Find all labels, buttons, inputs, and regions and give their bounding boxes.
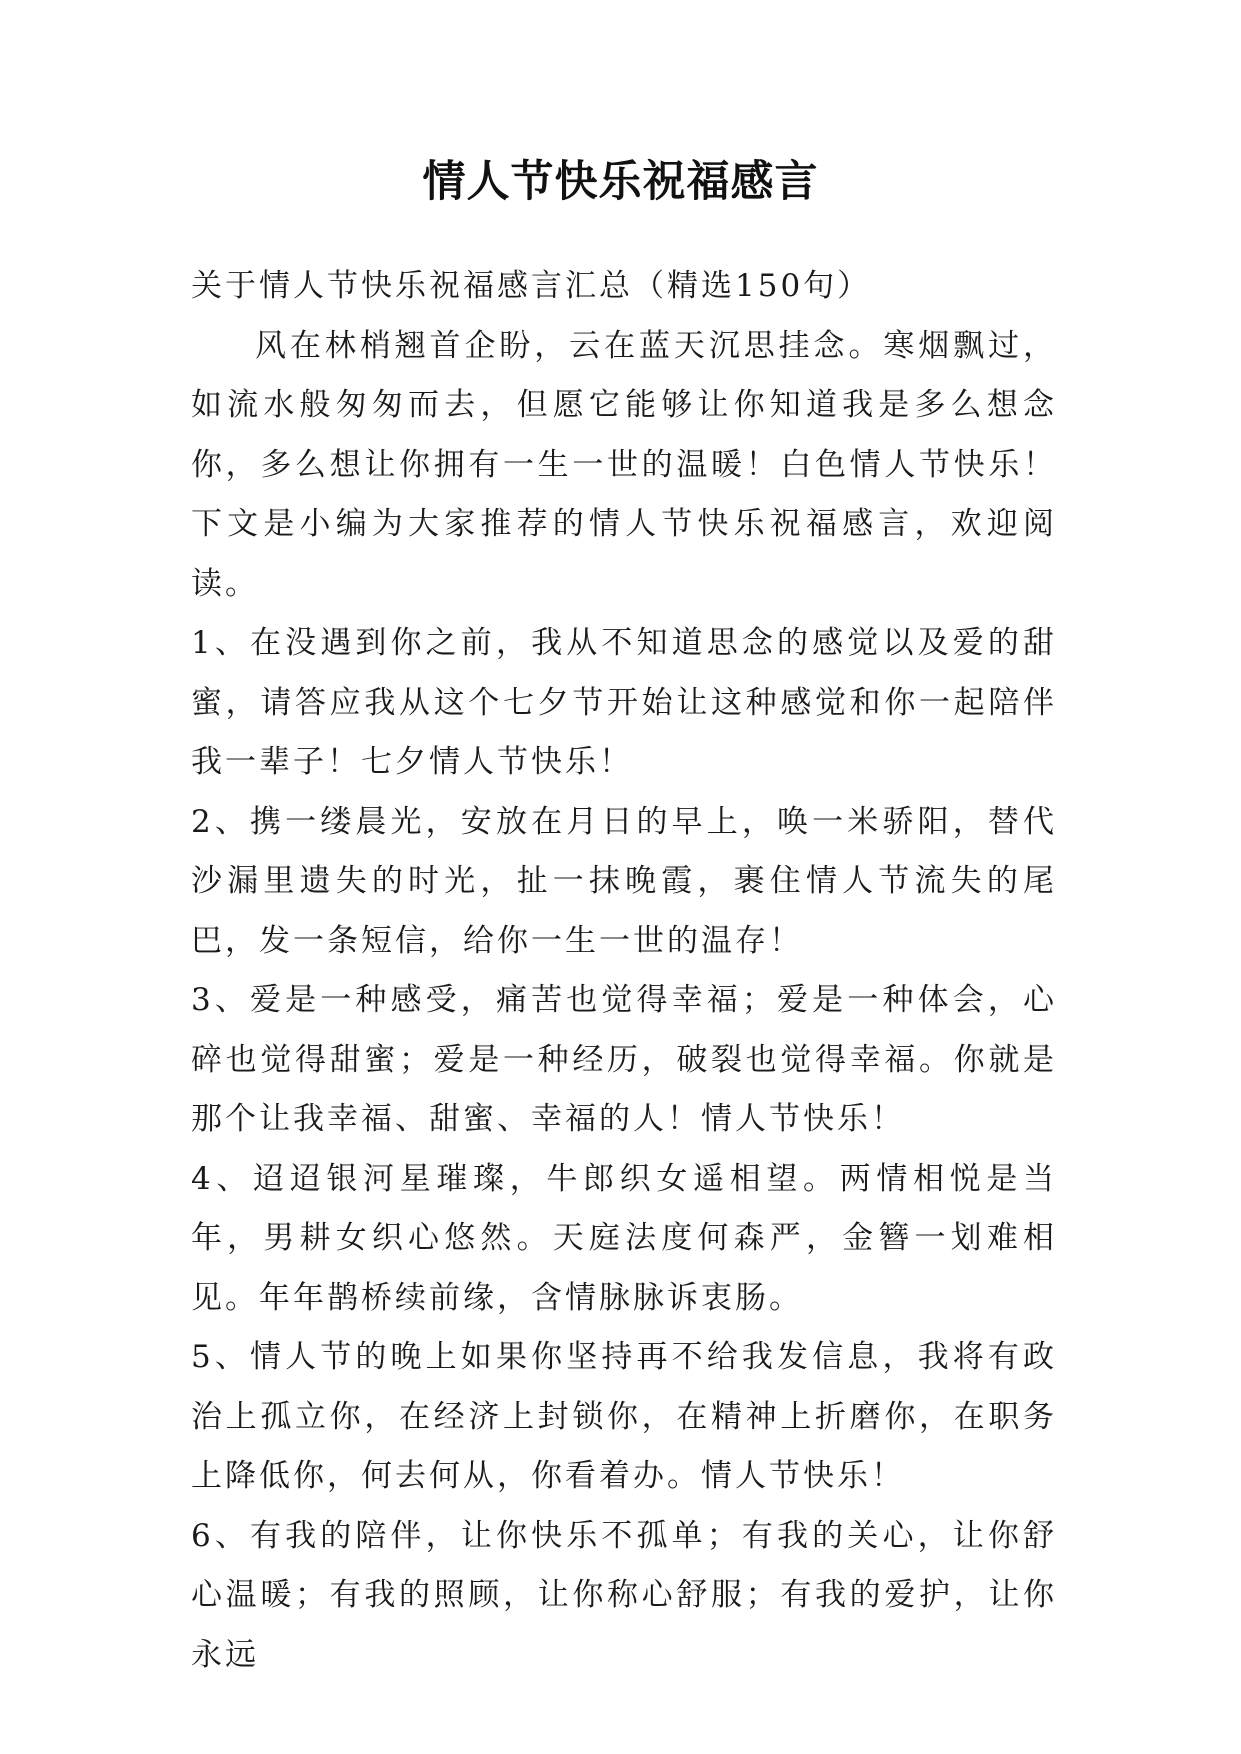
wish-item-3: 3、爱是一种感受，痛苦也觉得幸福；爱是一种体会，心碎也觉得甜蜜；爱是一种经历，破裂也觉得幸福。你就是那个让我幸福、甜蜜、幸福的人！情人节快乐！ (191, 982, 1057, 1137)
intro-heading: 关于情人节快乐祝福感言汇总（精选150句） (191, 268, 872, 304)
document-body (191, 257, 1057, 1685)
wish-item-1: 1、在没遇到你之前，我从不知道思念的感觉以及爱的甜蜜，请答应我从这个七夕节开始让这种感觉和你一起陪伴我一辈子！七夕情人节快乐！ (191, 625, 1057, 780)
wish-item-2: 2、携一缕晨光，安放在月日的早上，唤一米骄阳，替代沙漏里遗失的时光，扯一抹晚霞，裹住情人节流失的尾巴，发一条短信，给你一生一世的温存！ (191, 803, 1057, 959)
document-title: 情人节快乐祝福感言 (422, 157, 819, 207)
wish-item-6: 6、有我的陪伴，让你快乐不孤单；有我的关心，让你舒心温暖；有我的照顾，让你称心舒服；有我的爱护，让你永远 (191, 1517, 1057, 1673)
wish-item-5: 5、情人节的晚上如果你坚持再不给我发信息，我将有政治上孤立你，在经济上封锁你，在精神上折磨你，在职务上降低你，何去何从，你看着办。情人节快乐！ (191, 1339, 1057, 1494)
wish-item-4: 4、迢迢银河星璀璨，牛郎织女遥相望。两情相悦是当年，男耕女织心悠然。天庭法度何森严，金簪一划难相见。年年鹊桥续前缘，含情脉脉诉衷肠。 (191, 1160, 1057, 1316)
intro-paragraph: 风在林梢翘首企盼，云在蓝天沉思挂念。寒烟飘过，如流水般匆匆而去，但愿它能够让你知道我是多么想念你，多么想让你拥有一生一世的温暖！白色情人节快乐！下文是小编为大家推荐的情人节快乐祝福感言，欢迎阅读。 (191, 327, 1057, 602)
